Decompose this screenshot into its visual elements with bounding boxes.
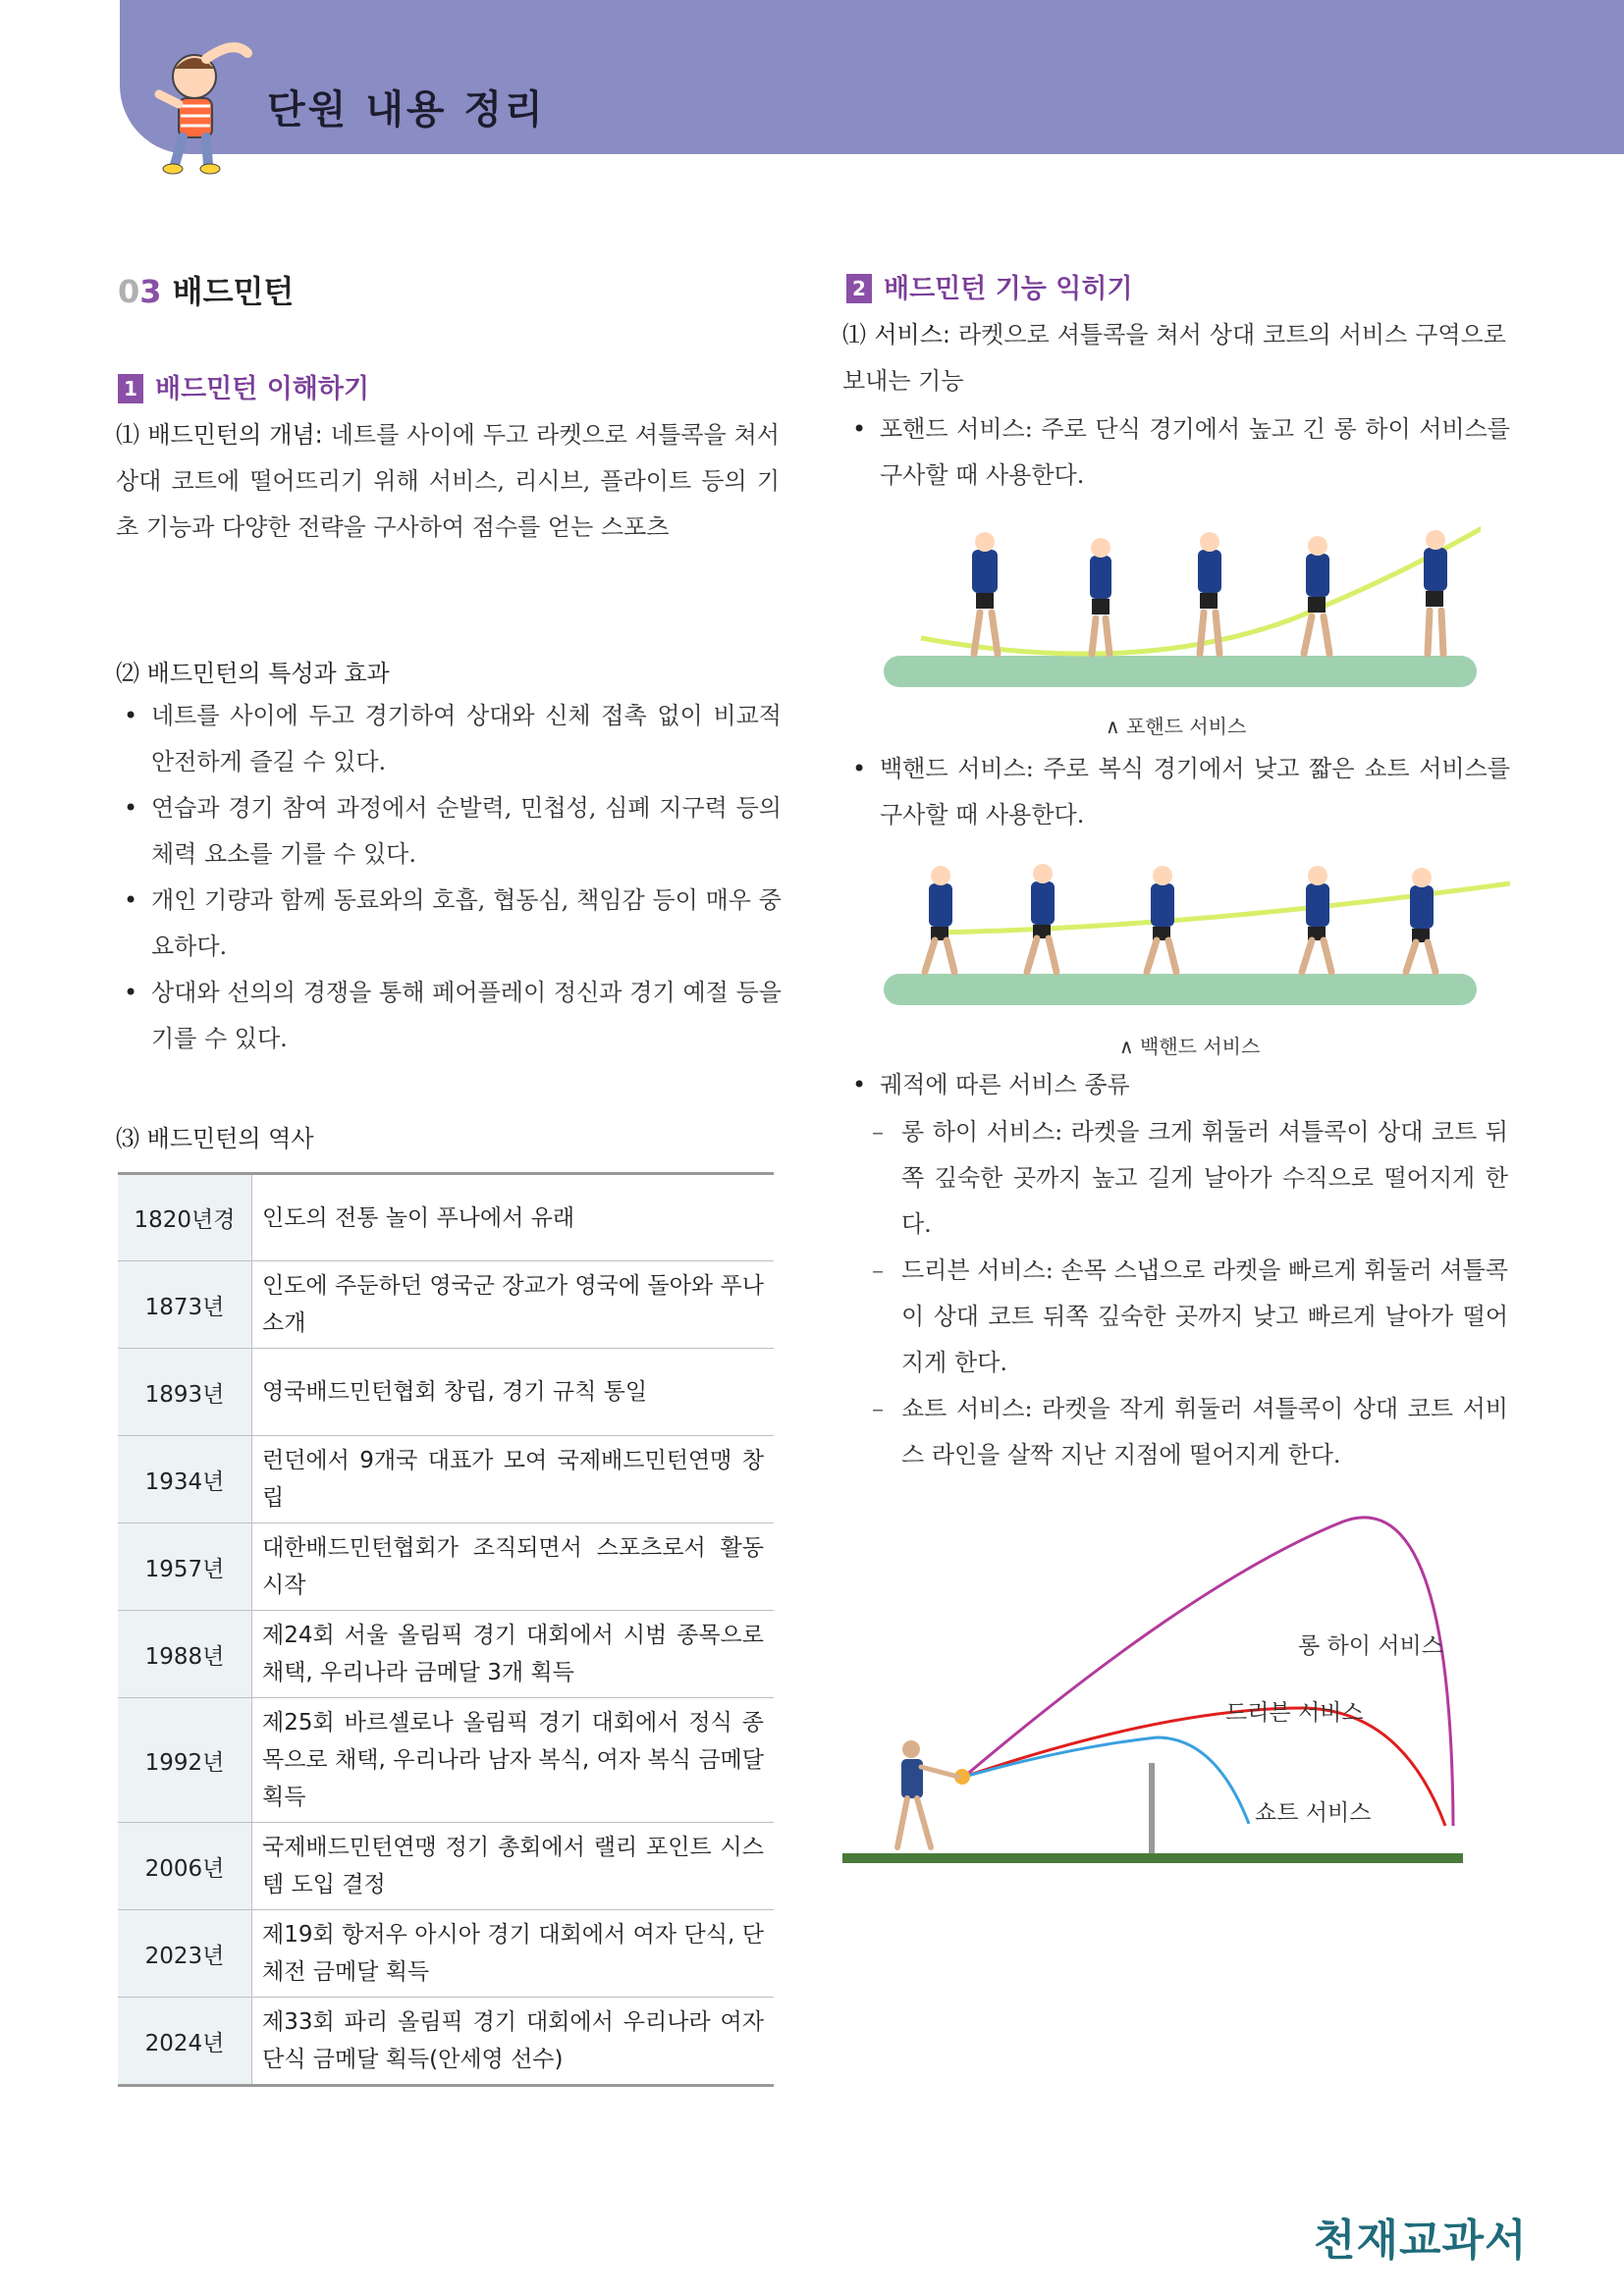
player-arm [921, 1767, 958, 1777]
list-item: – 드리븐 서비스: 손목 스냅으로 라켓을 빠르게 휘둘러 셔틀콕이 상대 코트 뒤쪽 깊숙한 곳까지 낮고 빠르게 날아가 떨어지게 한다. [860, 1248, 1508, 1386]
section-number-3: 3 [139, 273, 162, 310]
net-post [1149, 1763, 1155, 1853]
trajectory-heading-bullet [846, 1062, 1510, 1108]
section-title-text: 배드민턴 [172, 273, 295, 310]
concept-lead: ⑴ 배드민턴의 개념: [116, 421, 323, 449]
short-label: 쇼트 서비스 [1255, 1800, 1372, 1826]
driven-trajectory [964, 1708, 1445, 1826]
concept-text: 네트를 사이에 두고 라켓으로 셔틀콕을 쳐서 상대 코트에 떨어뜨리기 위해 서비스, 리시브, 플라이트 등의 기초 기능과 다양한 전략을 구사하여 점수를 얻는 스포츠 [116, 421, 780, 541]
table-row [118, 1436, 774, 1523]
part1-number-box: 1 [118, 374, 143, 403]
part1-title: 배드민턴 이해하기 [155, 374, 370, 404]
service-lead: ⑴ 서비스: [842, 321, 950, 348]
year-cell: 2024년 [118, 1998, 252, 2086]
court-floor [842, 1853, 1463, 1863]
history-heading: ⑶ 배드민턴의 역사 [116, 1125, 314, 1152]
list-item: – 롱 하이 서비스: 라켓을 크게 휘둘러 셔틀콕이 상대 코트 뒤쪽 깊숙한 곳까지 높고 길게 날아가 수직으로 떨어지게 한다. [860, 1109, 1508, 1248]
event-cell: 런던에서 9개국 대표가 모여 국제배드민턴연맹 창립 [262, 1448, 764, 1511]
event-cell: 제25회 바르셀로나 올림픽 경기 대회에서 정식 종목으로 채택, 우리나라 남자 복식, 여자 복식 금메달 획득 [262, 1710, 764, 1810]
year-cell: 2023년 [118, 1910, 252, 1998]
mascot-illustration [145, 39, 255, 177]
list-item: • 연습과 경기 참여 과정에서 순발력, 민첩성, 심폐 지구력 등의 체력 요소를 기를 수 있다. [118, 785, 782, 878]
service-paragraph [842, 312, 1506, 404]
event-cell: 국제배드민턴연맹 정기 총회에서 랠리 포인트 시스템 도입 결정 [262, 1835, 764, 1897]
part1-heading [118, 367, 369, 405]
event-cell: 제19회 항저우 아시아 경기 대회에서 여자 단식, 단체전 금메달 획득 [262, 1922, 764, 1985]
trajectory-list [860, 1109, 1508, 1478]
player-legs [897, 1798, 931, 1847]
table-row [118, 1261, 774, 1349]
year-cell: 1992년 [118, 1698, 252, 1823]
table-row [118, 1611, 774, 1698]
table-row [118, 1523, 774, 1611]
year-cell: 1893년 [118, 1349, 252, 1436]
year-cell: 2006년 [118, 1823, 252, 1910]
long-high-trajectory [964, 1518, 1453, 1826]
event-cell: 제33회 파리 올림픽 경기 대회에서 우리나라 여자 단식 금메달 획득(안세영 선수) [262, 2009, 764, 2072]
part2-title: 배드민턴 기능 익히기 [884, 274, 1133, 304]
forehand-caption: ∧ 포핸드 서비스 [1106, 715, 1247, 738]
section-title [118, 267, 294, 312]
backhand-service-photo [882, 864, 1510, 1007]
list-item: – 쇼트 서비스: 라켓을 작게 휘둘러 셔틀콕이 상대 코트 서비스 라인을 살짝 지난 지점에 떨어지게 한다. [860, 1386, 1508, 1478]
event-cell: 제24회 서울 올림픽 경기 대회에서 시범 종목으로 채택, 우리나라 금메달 3개 획득 [262, 1623, 764, 1685]
event-cell: 영국배드민턴협회 창립, 경기 규칙 통일 [262, 1379, 648, 1405]
event-cell: 인도의 전통 놀이 푸나에서 유래 [262, 1204, 575, 1231]
event-cell: 대한배드민턴협회가 조직되면서 스포츠로서 활동 시작 [262, 1535, 764, 1598]
page-title: 단원 내용 정리 [267, 87, 546, 133]
table-row [118, 1823, 774, 1910]
year-cell: 1957년 [118, 1523, 252, 1611]
year-cell: 1820년경 [118, 1174, 252, 1261]
table-row [118, 1698, 774, 1823]
list-item: • 상대와 선의의 경쟁을 통해 페어플레이 정신과 경기 예절 등을 기를 수 있다. [118, 970, 782, 1062]
table-row [118, 1174, 774, 1261]
history-table [118, 1172, 774, 2087]
player-head [902, 1740, 920, 1758]
service-text: 라켓으로 셔틀콕을 쳐서 상대 코트의 서비스 구역으로 보내는 기능 [842, 321, 1506, 395]
concept-paragraph [116, 412, 780, 551]
year-cell: 1934년 [118, 1436, 252, 1523]
traits-heading: ⑵ 배드민턴의 특성과 효과 [116, 660, 390, 687]
table-row [118, 1349, 774, 1436]
backhand-caption: ∧ 백핸드 서비스 [1119, 1035, 1261, 1058]
list-item: • 네트를 사이에 두고 경기하여 상대와 신체 접촉 없이 비교적 안전하게 즐길 수 있다. [118, 693, 782, 785]
year-cell: 1988년 [118, 1611, 252, 1698]
list-item: • 개인 기량과 함께 동료와의 호흡, 협동심, 책임감 등이 매우 중요하다. [118, 878, 782, 970]
list-item: • 백핸드 서비스: 주로 복식 경기에서 낮고 짧은 쇼트 서비스를 구사할 때 사용한다. [846, 746, 1510, 838]
long-high-label: 롱 하이 서비스 [1298, 1633, 1443, 1659]
service-trajectory-diagram [842, 1492, 1471, 1865]
list-item: • 포핸드 서비스: 주로 단식 경기에서 높고 긴 롱 하이 서비스를 구사할 때 사용한다. [846, 406, 1510, 499]
forehand-service-photo [882, 520, 1481, 689]
part2-heading [846, 267, 1133, 305]
part2-number-box: 2 [846, 274, 872, 303]
backhand-bullet [846, 746, 1510, 838]
year-cell: 1873년 [118, 1261, 252, 1349]
traits-list [118, 693, 782, 1062]
table-row [118, 1910, 774, 1998]
table-row [118, 1998, 774, 2086]
section-number-0: 0 [118, 273, 140, 310]
event-cell: 인도에 주둔하던 영국군 장교가 영국에 돌아와 푸나 소개 [262, 1273, 764, 1336]
forehand-bullet [846, 406, 1510, 499]
publisher-logo: 천재교과서 [1314, 2216, 1528, 2266]
list-item: • 궤적에 따른 서비스 종류 [846, 1062, 1510, 1108]
short-trajectory [964, 1737, 1249, 1824]
driven-label: 드리븐 서비스 [1225, 1700, 1364, 1726]
